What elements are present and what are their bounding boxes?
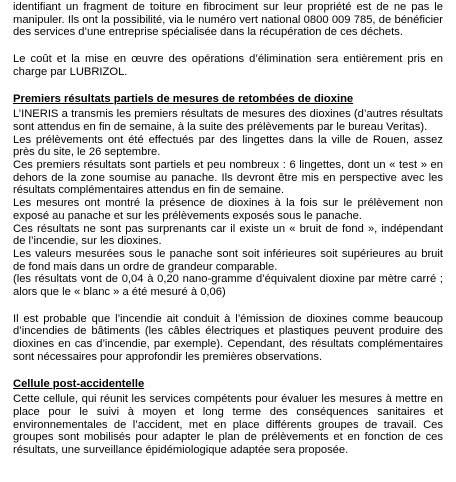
paragraph-incendie: Il est probable que l’incendie ait conduit à l’émission de dioxines comme beaucoup d’incendies de bâtiments (les câbles électriques et plastiques peuvent produire des dioxines en cas d’incendie, par exemple). Cependant, des résultats complémentaires sont nécessaires pour approfondir les premières observations. — [13, 312, 443, 363]
section-heading-dioxine: Premiers résultats partiels de mesures de retombées de dioxine — [13, 92, 354, 105]
dioxine-line-1: L’INERIS a transmis les premiers résultats de mesures des dioxines (d’autres résultats sont attendus en fin de semaine, à la suite des prélèvements par le bureau Veritas). — [13, 108, 443, 133]
section-heading-cellule: Cellule post-accidentelle — [13, 377, 145, 390]
dioxine-line-7: (les résultats vont de 0,04 à 0,20 nano-gramme d’équivalent dioxine par mètre carré ; alors que le « blanc » a été mesuré à 0,06) — [13, 273, 443, 299]
paragraph-cost: Le coût et la mise en œuvre des opérations d’élimination sera entièrement pris en charge par LUBRIZOL. — [13, 53, 443, 78]
paragraph-fibrociment: identifiant un fragment de toiture en fibrociment sur leur propriété est de ne pas le manipuler. Ils ont la possibilité, via le numéro vert national 0800 009 785, de bénéficier des services d’une entreprise spécialisée dans la récupération de ces déchets. — [13, 1, 443, 39]
dioxine-line-4: Les mesures ont montré la présence de dioxines à la fois sur le prélèvement non exposé au panache et sur les prélèvements exposés sous le panache. — [13, 197, 443, 222]
paragraph-cellule: Cette cellule, qui réunit les services compétents pour évaluer les mesures à mettre en place pour le suivi à moyen et long terme des conséquences sanitaires et environnementales de l’accident, met en place différents groupes de travail. Ces groupes sont mobilisés pour adapter le plan de prélèvements et en fonction de ces résultats, une surveillance épidémiologique adaptée sera proposée. — [13, 393, 443, 457]
document-page — [13, 1, 443, 457]
dioxine-line-6: Les valeurs mesurées sous le panache sont soit inférieures soit supérieures au bruit de fond mais dans un ordre de grandeur comparable. — [13, 247, 443, 273]
dioxine-line-5: Ces résultats ne sont pas surprenants car il existe un « bruit de fond », indépendant de l’incendie, sur les dioxines. — [13, 222, 443, 248]
dioxine-line-2: Les prélèvements ont été effectués par des lingettes dans la ville de Rouen, assez près du site, le 26 septembre. — [13, 133, 443, 159]
section-body-dioxine — [13, 108, 443, 299]
dioxine-line-3: Ces premiers résultats sont partiels et peu nombreux : 6 lingettes, dont un « test » en dehors de la zone soumise au panache. Ils devront être mis en perspective avec les résultats complémentaires attendus en fin de semaine. — [13, 159, 443, 197]
